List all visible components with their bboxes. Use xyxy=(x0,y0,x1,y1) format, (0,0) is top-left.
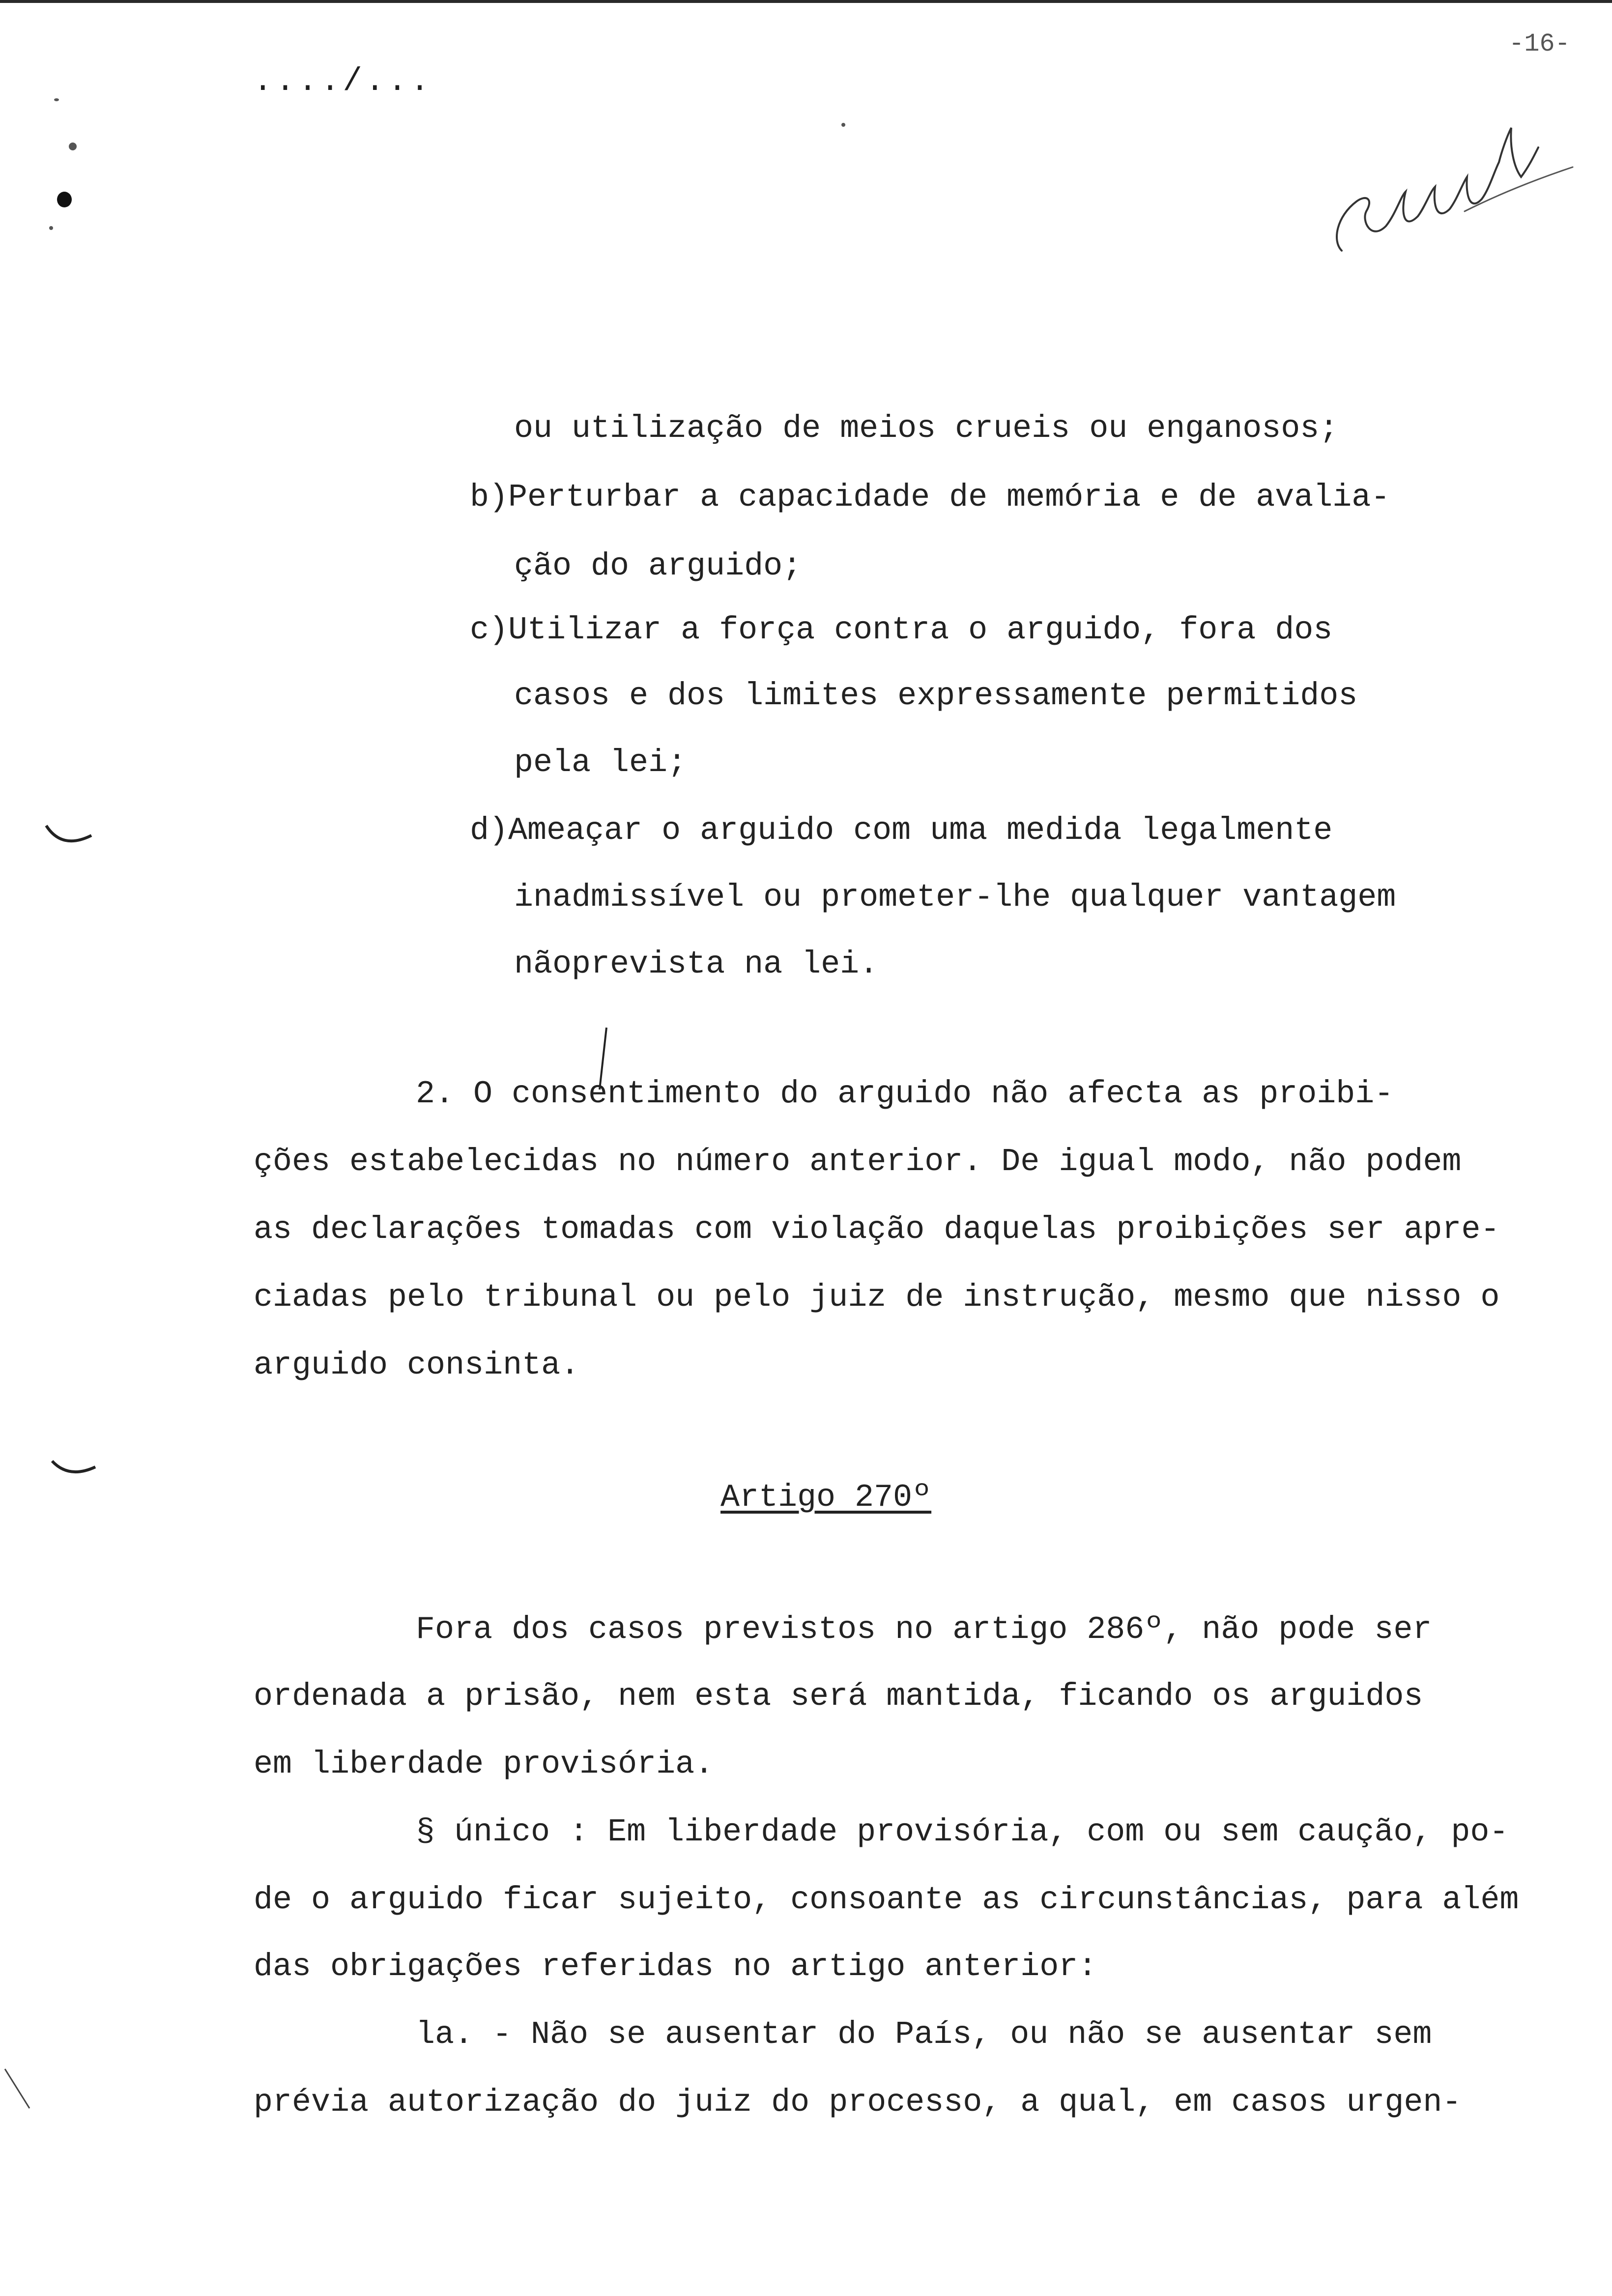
dot-mark xyxy=(54,98,59,101)
list-text-line: ção do arguido; xyxy=(514,548,802,584)
dot-mark xyxy=(841,123,845,127)
list-text-line: casos e dos limites expressamente permitidos xyxy=(514,678,1358,714)
margin-mark xyxy=(42,821,96,850)
article-body-line: em liberdade provisória. xyxy=(254,1746,714,1782)
article-body-line: prévia autorização do juiz do processo, a qual, em casos urgen- xyxy=(254,2084,1462,2121)
paragraph-line: 2. O consentimento do arguido não afecta as proibi- xyxy=(416,1076,1394,1112)
punch-hole-mark xyxy=(57,192,72,207)
article-body-line: § único : Em liberdade provisória, com ou sem caução, po- xyxy=(416,1814,1509,1850)
article-heading: Artigo 270º xyxy=(720,1479,932,1516)
continuation-marker: ..../... xyxy=(253,63,432,100)
article-body-line: das obrigações referidas no artigo anterior: xyxy=(254,1949,1097,1985)
list-item-c: c)Utilizar a força contra o arguido, fora dos xyxy=(470,612,1333,648)
margin-mark xyxy=(49,1457,98,1482)
list-text-line: pela lei; xyxy=(514,745,687,781)
margin-mark xyxy=(0,2064,44,2123)
dot-mark xyxy=(49,226,53,230)
article-body-line: la. - Não se ausentar do País, ou não se ausentar sem xyxy=(416,2016,1432,2053)
dot-mark xyxy=(69,143,77,150)
paragraph-line: arguido consinta. xyxy=(254,1347,580,1383)
top-border-line xyxy=(0,0,1612,3)
list-item-b: b)Perturbar a capacidade de memória e de avalia- xyxy=(470,479,1390,516)
paragraph-line: as declarações tomadas com violação daquelas proibições ser apre- xyxy=(254,1211,1500,1248)
page-number: -16- xyxy=(1509,29,1570,58)
paragraph-line: ciadas pelo tribunal ou pelo juiz de instrução, mesmo que nisso o xyxy=(254,1279,1500,1316)
list-text-line: inadmissível ou prometer-lhe qualquer vantagem xyxy=(514,879,1396,916)
handwritten-signature xyxy=(1327,93,1583,270)
list-text-line: ou utilização de meios crueis ou enganosos; xyxy=(514,410,1339,447)
article-body-line: de o arguido ficar sujeito, consoante as circunstâncias, para além xyxy=(254,1882,1519,1918)
list-item-d: d)Ameaçar o arguido com uma medida legalmente xyxy=(470,812,1333,849)
article-body-line: Fora dos casos previstos no artigo 286º, não pode ser xyxy=(416,1611,1432,1648)
article-body-line: ordenada a prisão, nem esta será mantida, ficando os arguidos xyxy=(254,1678,1423,1715)
paragraph-line: ções estabelecidas no número anterior. De igual modo, não podem xyxy=(254,1144,1462,1180)
list-text-line: nãoprevista na lei. xyxy=(514,946,879,982)
